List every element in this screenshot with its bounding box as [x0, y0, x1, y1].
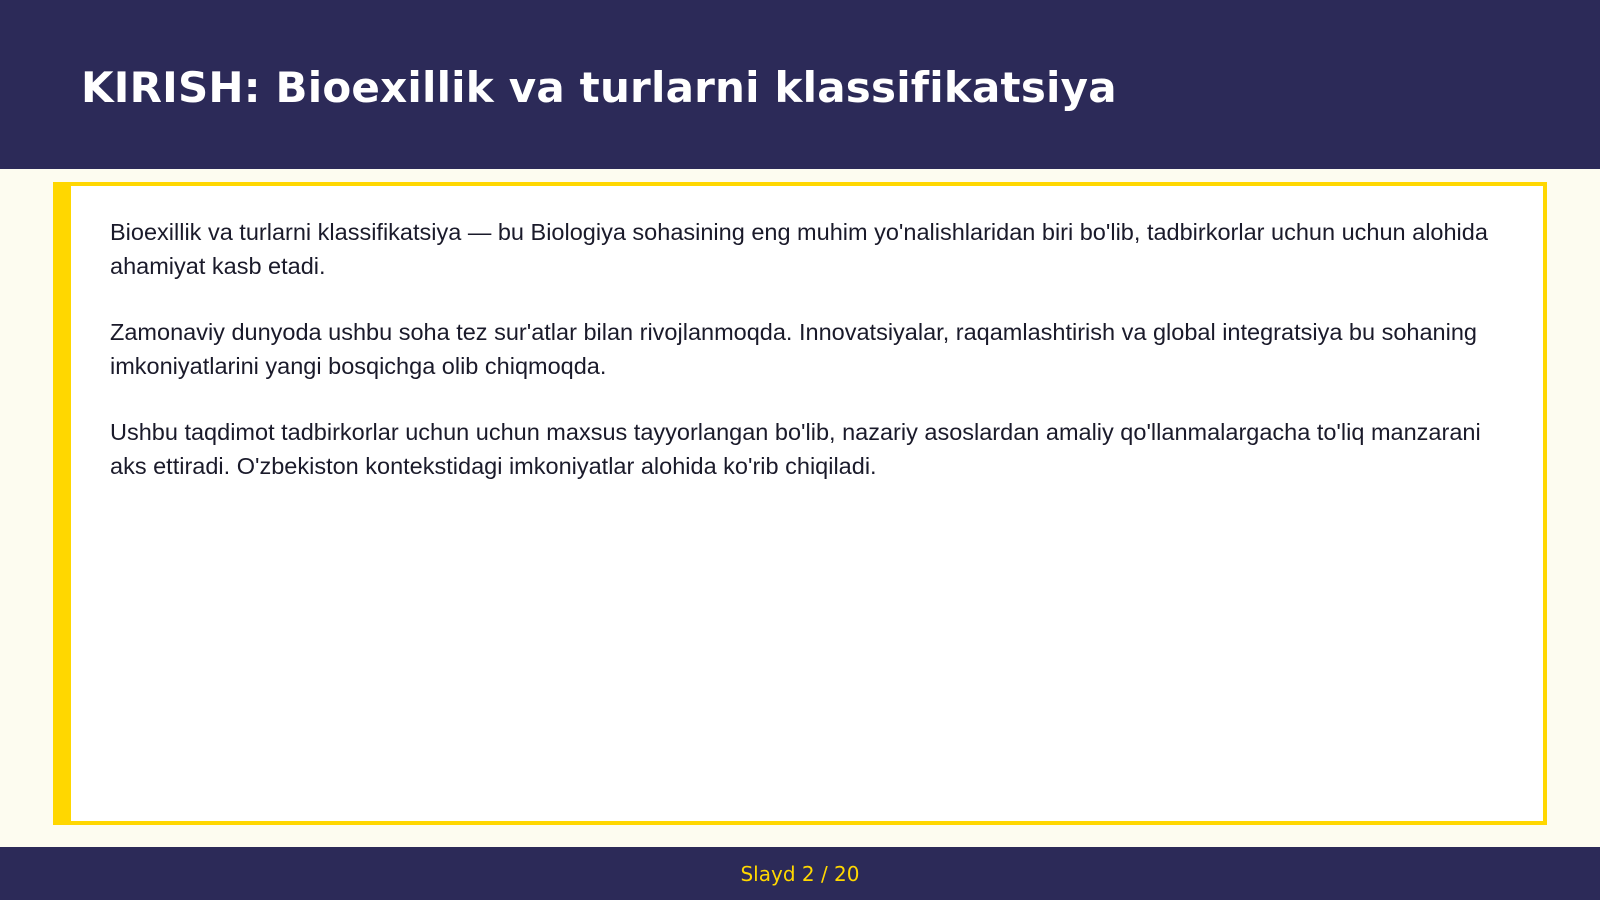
paragraph-intro: Bioexillik va turlarni klassifikatsiya — bu Biologiya sohasining eng muhim yo'nalishlaridan biri bo'lib, tadbirkorlar uchun uchun alohida ahamiyat kasb etadi.: [110, 219, 1488, 279]
paragraph-presentation-purpose: Ushbu taqdimot tadbirkorlar uchun uchun maxsus tayyorlangan bo'lib, nazariy asoslardan amaliy qo'llanmalargacha to'liq manzarani aks ettiradi. O'zbekiston kontekstidagi imkoniyatlar alohida ko'rib chiqiladi.: [110, 419, 1481, 479]
slide-counter: Slayd 2 / 20: [740, 861, 860, 886]
content-card: [53, 182, 1547, 825]
slide-footer: [0, 847, 1600, 900]
slide-title: KIRISH: Bioexillik va turlarni klassifikatsiya: [81, 63, 1117, 112]
paragraph-modern-world: Zamonaviy dunyoda ushbu soha tez sur'atlar bilan rivojlanmoqda. Innovatsiyalar, raqamlashtirish va global integratsiya bu sohaning imkoniyatlarini yangi bosqichga olib chiqmoqda.: [110, 319, 1477, 379]
slide-header: [0, 0, 1600, 169]
